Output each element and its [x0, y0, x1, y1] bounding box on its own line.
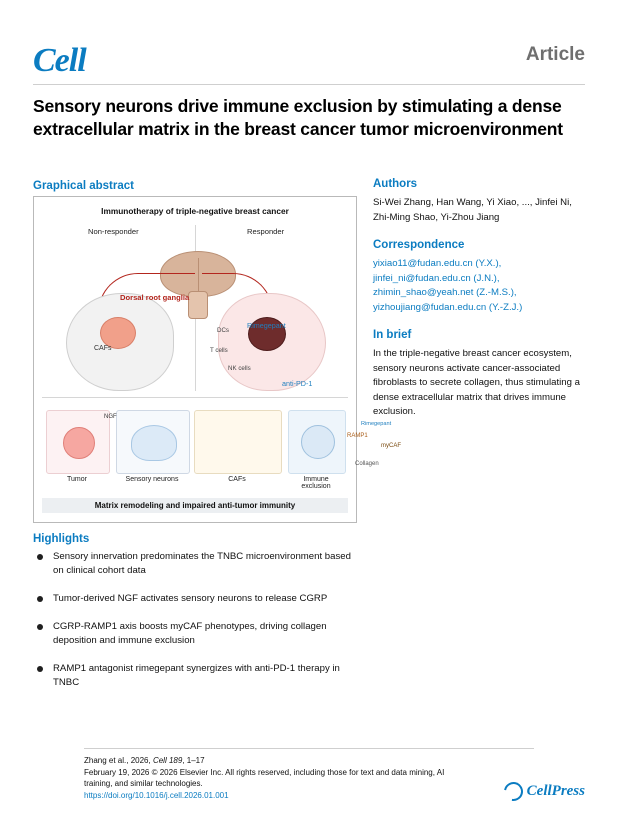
list-item: Sensory innervation predominates the TNBC microenvironment based on clinical cohort data: [33, 550, 363, 578]
tumor-icon: [63, 427, 95, 459]
panel-caption-immune-exclusion: Immune exclusion: [301, 476, 331, 490]
label-anti-pd1: anti-PD-1: [282, 379, 313, 388]
doi-link[interactable]: https://doi.org/10.1016/j.cell.2026.01.001: [84, 790, 229, 800]
citation-line: [84, 755, 474, 767]
label-mycaf: myCAF: [381, 443, 401, 449]
article-type-label: Article: [525, 44, 585, 65]
authors-block: [373, 178, 587, 225]
in-brief-block: [373, 329, 587, 420]
graphical-abstract-lower-panel: [42, 397, 401, 498]
citation-journal: Cell 189: [152, 756, 183, 765]
panel-sensory-neurons: [116, 410, 190, 474]
label-collagen: Collagen: [355, 461, 379, 467]
graphical-abstract-footer-bar: Matrix remodeling and impaired anti-tumor immunity: [42, 498, 348, 513]
list-item: RAMP1 antagonist rimegepant synergizes with anti-PD-1 therapy in TNBC: [33, 662, 363, 690]
page-title: Sensory neurons drive immune exclusion by stimulating a dense extracellular matrix in the breast cancer tumor microenvironment: [33, 96, 563, 139]
list-item: CGRP-RAMP1 axis boosts myCAF phenotypes, driving collagen deposition and immune exclusion: [33, 620, 363, 648]
label-t-cells: T cells: [210, 347, 228, 354]
cell-journal-logo[interactable]: Cell: [33, 42, 86, 79]
label-nk-cells: NK cells: [228, 365, 251, 372]
panel-cafs: [194, 410, 401, 474]
panel-tumor: [46, 410, 110, 474]
label-dcs: DCs: [217, 327, 230, 334]
right-column: [373, 178, 587, 434]
label-non-responder: Non-responder: [88, 227, 139, 236]
panel-caption-tumor: Tumor: [67, 476, 87, 483]
authors-heading: Authors: [373, 178, 418, 190]
cellpress-logo[interactable]: [504, 782, 585, 801]
cellpress-mark-icon: [500, 778, 526, 804]
label-rimegepant: Rimegepant: [247, 321, 286, 330]
citation-suffix: , 1–17: [182, 756, 205, 765]
label-ngf: NGF: [104, 414, 117, 420]
correspondence-email-2[interactable]: jinfei_ni@fudan.edu.cn (J.N.),: [373, 272, 500, 284]
correspondence-email-1[interactable]: yixiao11@fudan.edu.cn (Y.X.),: [373, 258, 502, 269]
label-ramp1: RAMP1: [347, 433, 368, 439]
highlights-list: [33, 550, 363, 704]
panel-caption-cafs: CAFs: [228, 476, 246, 483]
header-divider: [33, 84, 585, 85]
panel-caption-sensory-neurons: Sensory neurons: [125, 476, 179, 483]
label-cafs-upper: CAFs: [94, 345, 112, 352]
in-brief-text: In the triple-negative breast cancer ecosystem, sensory neurons activate cancer-associated fibroblasts to secrete collagen, thus stimulating a dense extracellular matrix that drives immune exclusion.: [373, 348, 580, 417]
graphical-abstract-upper-panel: [42, 221, 348, 393]
correspondence-heading: Correspondence: [373, 239, 465, 251]
copyright-line: February 19, 2026 © 2026 Elsevier Inc. All rights reserved, including those for text and data mining, AI training, and similar technologies.: [84, 767, 445, 788]
in-brief-heading: In brief: [373, 329, 412, 341]
cellpress-label: CellPress: [526, 783, 585, 799]
graphical-abstract-figure-title: Immunotherapy of triple-negative breast cancer: [101, 206, 289, 216]
highlights-heading: Highlights: [33, 533, 90, 545]
neuron-icon: [131, 425, 177, 461]
immune-exclusion-icon: [301, 425, 335, 459]
panel-immune-exclusion: [288, 410, 346, 474]
label-rimegepant-lower: Rimegepant: [361, 421, 392, 427]
correspondence-block: [373, 239, 587, 315]
label-dorsal-root-ganglia: Dorsal root ganglia: [120, 293, 190, 302]
list-item: Tumor-derived NGF activates sensory neurons to release CGRP: [33, 592, 363, 606]
correspondence-email-4[interactable]: yizhoujiang@fudan.edu.cn (Y.-Z.J.): [373, 301, 523, 313]
citation-prefix: Zhang et al., 2026,: [84, 756, 153, 765]
page-footer: [84, 755, 474, 801]
authors-list: Si-Wei Zhang, Han Wang, Yi Xiao, ..., Jinfei Ni, Zhi-Ming Shao, Yi-Zhou Jiang: [373, 197, 572, 223]
correspondence-email-3[interactable]: zhimin_shao@yeah.net (Z.-M.S.),: [373, 287, 517, 298]
page-header: [33, 38, 585, 80]
label-responder: Responder: [247, 227, 285, 236]
graphical-abstract-heading: Graphical abstract: [33, 180, 134, 192]
footer-divider: [84, 748, 534, 749]
